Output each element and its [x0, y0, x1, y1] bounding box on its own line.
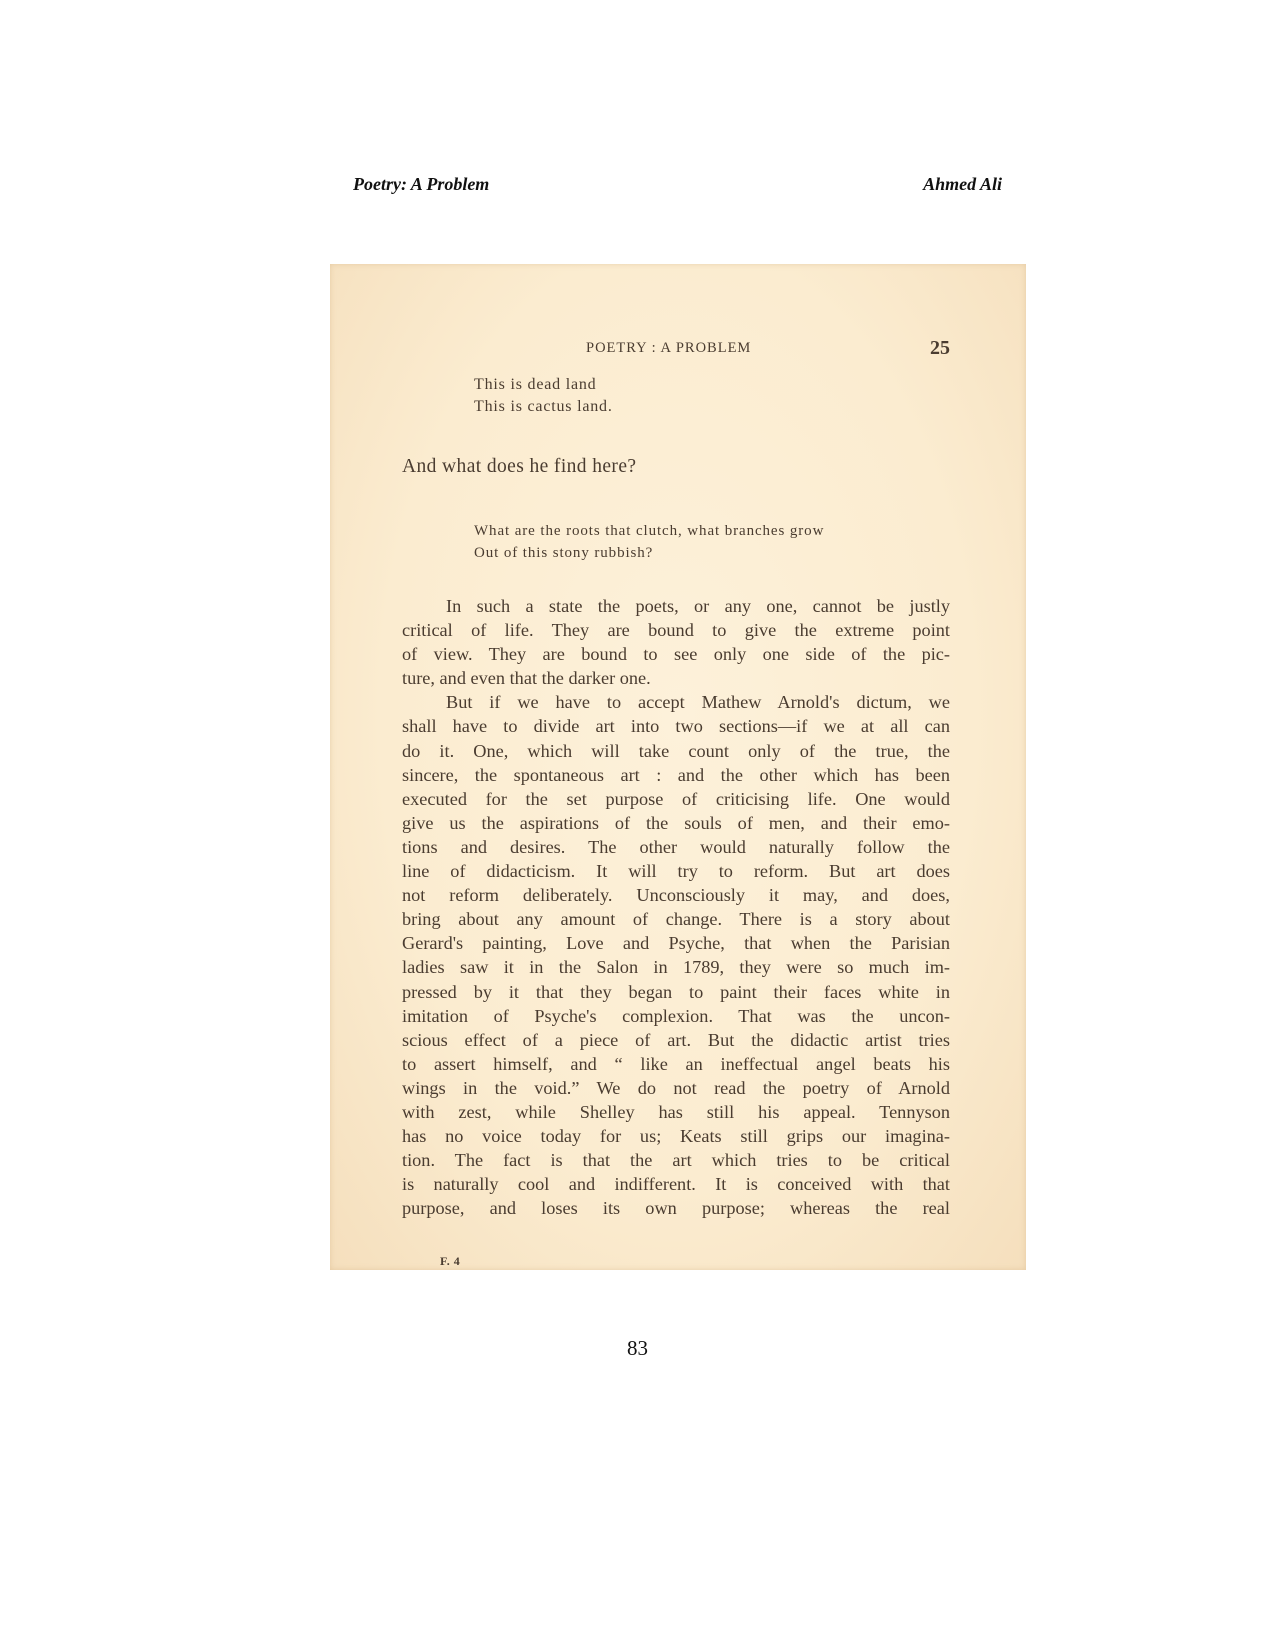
scanned-book-page [330, 264, 1026, 1270]
text-line: to assert himself, and “ like an ineffectual angel beats his [402, 1053, 950, 1074]
text-line: critical of life. They are bound to give the extreme point [402, 620, 950, 641]
verse-line: Out of this stony rubbish? [474, 545, 654, 561]
text-line: tions and desires. The other would naturally follow the [402, 836, 950, 857]
text-line: with zest, while Shelley has still his appeal. Tennyson [402, 1101, 950, 1122]
verse-quote-2 [474, 520, 824, 564]
text-line: sincere, the spontaneous art : and the other which has been [402, 764, 950, 785]
text-line: pressed by it that they began to paint their faces white in [402, 981, 950, 1002]
text-line: is naturally cool and indifferent. It is conceived with that [402, 1174, 950, 1195]
text-line: do it. One, which will take count only of the true, the [402, 740, 950, 761]
book-header-title: POETRY : A PROBLEM [586, 340, 752, 356]
text-line: has no voice today for us; Keats still grips our imagina- [402, 1126, 950, 1147]
text-line: tion. The fact is that the art which tries to be critical [402, 1150, 950, 1171]
text-line: line of didacticism. It will try to reform. But art does [402, 861, 950, 882]
folio-signature: F. 4 [440, 1254, 461, 1268]
question-line: And what does he find here? [402, 456, 637, 477]
verse-line: This is dead land [474, 376, 597, 393]
running-header-author: Ahmed Ali [923, 174, 1002, 194]
text-line: Gerard's painting, Love and Psyche, that when the Parisian [402, 933, 950, 954]
text-line: imitation of Psyche's complexion. That was the uncon- [402, 1005, 950, 1026]
book-page-number: 25 [930, 337, 950, 359]
text-line: of view. They are bound to see only one side of the pic- [402, 644, 950, 665]
text-line: In such a state the poets, or any one, cannot be justly [446, 596, 950, 616]
verse-line: What are the roots that clutch, what branches grow [474, 523, 825, 539]
text-line: bring about any amount of change. There is a story about [402, 909, 950, 930]
verse-quote-1 [474, 374, 613, 418]
pdf-page-number: 83 [627, 1336, 648, 1360]
body-paragraphs [402, 594, 950, 1220]
text-line: scious effect of a piece of art. But the didactic artist tries [402, 1029, 950, 1050]
text-line: But if we have to accept Mathew Arnold's dictum, we [446, 692, 950, 713]
text-line: purpose, and loses its own purpose; whereas the real [402, 1198, 950, 1219]
text-line: ture, and even that the darker one. [402, 668, 651, 689]
text-line: ladies saw it in the Salon in 1789, they were so much im- [402, 957, 950, 978]
running-header-title: Poetry: A Problem [353, 174, 490, 194]
text-line: not reform deliberately. Unconsciously it may, and does, [402, 885, 950, 906]
text-line: executed for the set purpose of criticising life. One would [402, 788, 950, 809]
text-line: give us the aspirations of the souls of men, and their emo- [402, 812, 950, 833]
verse-line: This is cactus land. [474, 398, 613, 415]
text-line: shall have to divide art into two sections—if we at all can [402, 716, 950, 737]
text-line: wings in the void.” We do not read the poetry of Arnold [402, 1077, 950, 1098]
